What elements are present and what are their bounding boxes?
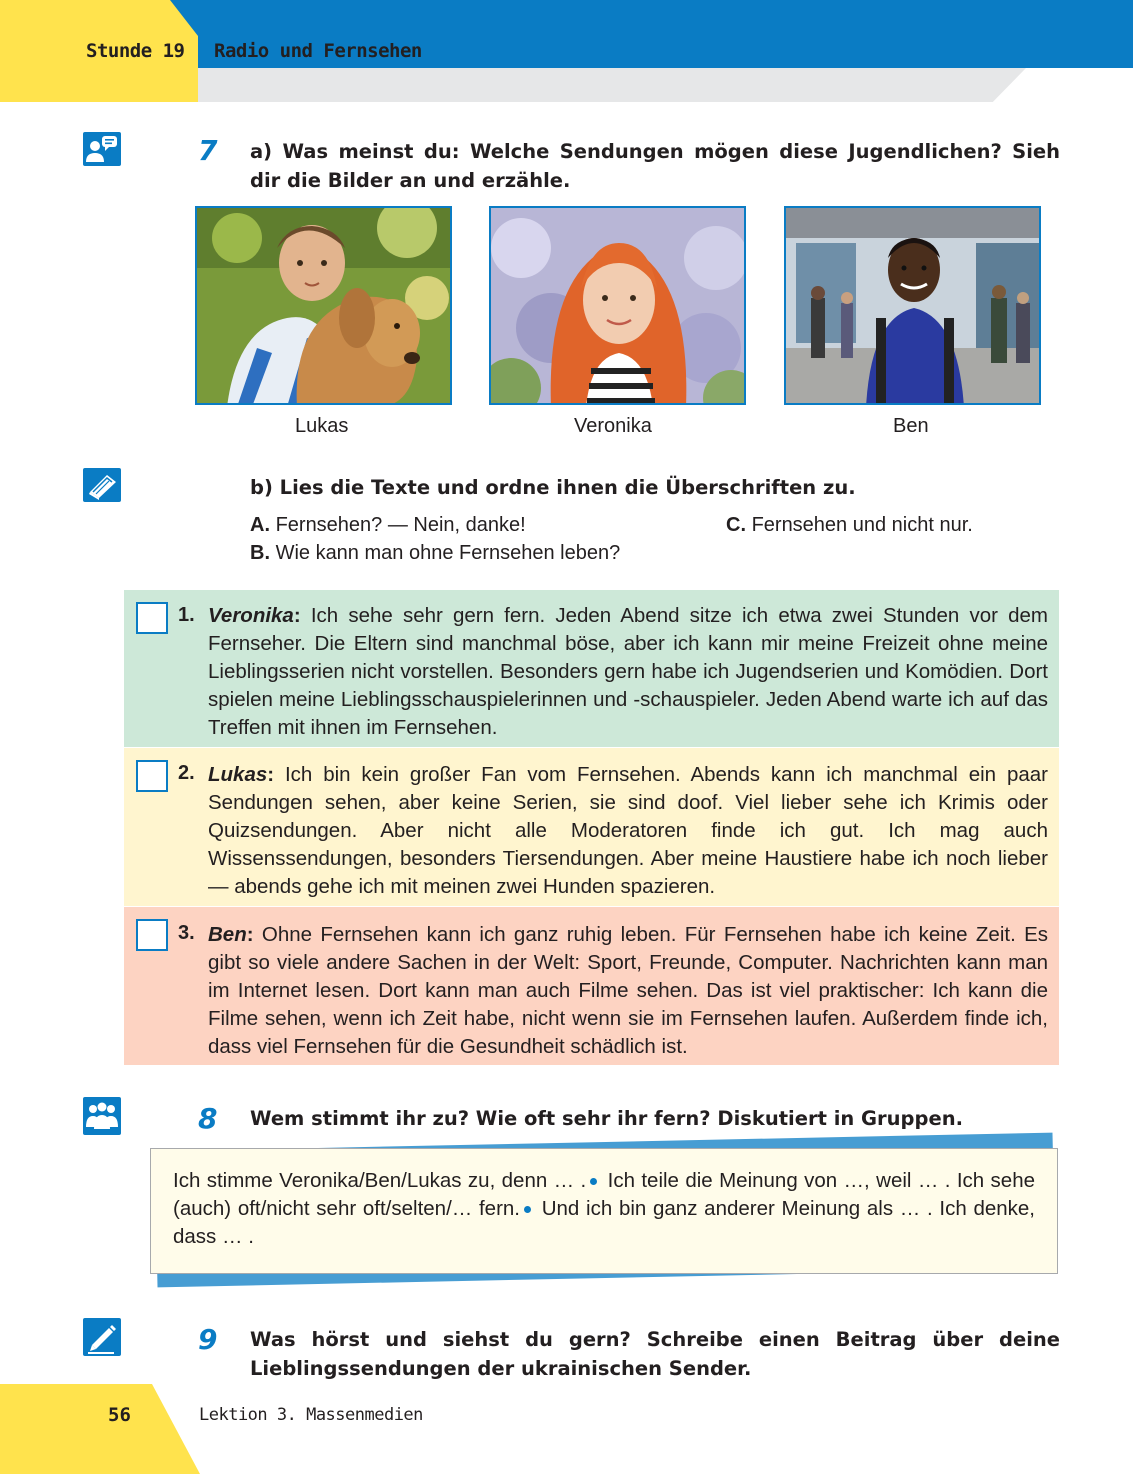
group-icon — [83, 1097, 121, 1135]
text-body-1: Veronika: Ich sehe sehr gern fern. Jeden Abend sitze ich etwa zwei Stunden vor dem Fernseher. Die Eltern sind manchmal böse, aber ich kann mir meine Freizeit ohne meine Lieblingsserien nicht vorstellen. Besonders gern habe ich Jugendserien und Komödien. Dort spielen meine Lieblingsschauspielerinnen und -schauspieler. Jeden Abend warte ich auf das Treffen mit ihnen im Fernsehen. — [208, 604, 1048, 739]
answer-checkbox-1[interactable] — [136, 602, 168, 634]
option-a: A. Fernsehen? — Nein, danke! — [250, 514, 526, 536]
text-body-2: Lukas: Ich bin kein großer Fan vom Fernsehen. Abends kann ich manchmal ein paar Sendungen sehen, aber keine Serien, sie sind doof. Viel lieber sehe ich Krimis oder Quizsendungen. Aber nicht alle Moderatoren finde ich gut. Ich mag auch Wissenssendungen, besonders Tiersendungen. Aber meine Haustiere habe ich noch lieber — abends gehe ich mit meinen zwei Hunden spazieren. — [208, 763, 1048, 898]
task-9-number: 9 — [198, 1323, 218, 1356]
footer-lesson: Lektion 3. Massenmedien — [199, 1405, 423, 1425]
answer-checkbox-3[interactable] — [136, 919, 168, 951]
text-block-veronika — [124, 590, 1059, 747]
reading-icon — [83, 468, 121, 502]
page-number: 56 — [108, 1404, 131, 1426]
option-b: B. Wie kann man ohne Fernsehen leben? — [250, 542, 621, 564]
text-block-lukas — [124, 748, 1059, 906]
task-9-instruction: Was hörst und siehst du gern? Schreibe einen Beitrag über deine Lieblingssendungen der ukrainischen Sender. — [250, 1328, 1060, 1380]
writing-icon — [83, 1318, 121, 1356]
task-7-number: 7 — [198, 134, 218, 167]
answer-checkbox-2[interactable] — [136, 760, 168, 792]
photo-veronika — [489, 206, 746, 405]
task-7a-instruction: a) Was meinst du: Welche Sendungen mögen diese Jugendlichen? Sieh dir die Bilder an und erzähle. — [250, 140, 1060, 192]
footer-page-tab — [0, 1384, 200, 1474]
photo-label-ben: Ben — [893, 415, 929, 437]
phrase-box — [150, 1148, 1058, 1274]
photo-label-lukas: Lukas — [295, 415, 349, 437]
lesson-number: Stunde 19 — [86, 40, 185, 62]
text-body-3: Ben: Ohne Fernsehen kann ich ganz ruhig leben. Für Fernsehen habe ich keine Zeit. Es gibt so viele andere Sachen in der Welt: Sport, Freunde, Computer. Nachrichten kann man im Internet lesen. Dort kann man auch Filme sehen. Das ist viel praktischer: Ich kann die Filme sehen, wenn ich Zeit habe, nicht wenn sie im Fernsehen laufen. Außerdem finde ich, dass viel Fernsehen für die Gesundheit schädlich ist. — [208, 923, 1048, 1058]
text-number-1: 1. — [178, 604, 195, 626]
bullet-dot-icon — [590, 1178, 597, 1185]
header-subbar — [196, 68, 1026, 102]
photo-lukas — [195, 206, 452, 405]
phrase-text: Ich stimme Veronika/Ben/Lukas zu, denn … . Ich teile die Meinung von …, weil … . Ich sehe (auch) oft/nicht sehr oft/selten/… fern. Und ich bin ganz anderer Meinung als … . Ich denke, dass … . — [173, 1169, 1036, 1248]
bullet-dot-icon — [524, 1206, 531, 1213]
text-number-3: 3. — [178, 922, 195, 944]
speaking-icon — [83, 132, 121, 166]
text-number-2: 2. — [178, 762, 195, 784]
task-8-instruction: Wem stimmt ihr zu? Wie oft sehr ihr fern? Diskutiert in Gruppen. — [250, 1107, 963, 1130]
photo-label-veronika: Veronika — [574, 415, 652, 437]
task-7b-instruction: b) Lies die Texte und ordne ihnen die Überschriften zu. — [250, 476, 856, 499]
task-8-number: 8 — [198, 1102, 218, 1135]
photo-ben — [784, 206, 1041, 405]
option-c: C. Fernsehen und nicht nur. — [726, 514, 973, 536]
text-block-ben — [124, 907, 1059, 1065]
lesson-title: Radio und Fernsehen — [214, 40, 422, 62]
